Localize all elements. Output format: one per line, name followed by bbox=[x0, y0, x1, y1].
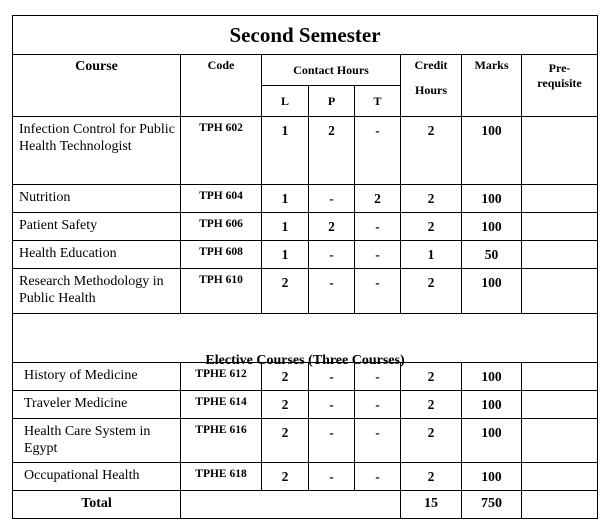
course-code: TPH 608 bbox=[181, 241, 262, 269]
total-prerequisite bbox=[522, 491, 598, 519]
header-contact-hours: Contact Hours bbox=[262, 55, 401, 86]
table-row bbox=[13, 241, 598, 269]
prerequisite bbox=[522, 185, 598, 213]
practical-hours: - bbox=[309, 391, 355, 419]
header-prerequisite bbox=[522, 55, 598, 117]
course-name: Patient Safety bbox=[13, 213, 181, 241]
credit-hours: 2 bbox=[401, 419, 462, 463]
marks: 50 bbox=[462, 241, 522, 269]
credit-hours: 2 bbox=[401, 117, 462, 185]
marks: 100 bbox=[462, 463, 522, 491]
header-code: Code bbox=[181, 55, 262, 117]
header-hours: Hours bbox=[414, 83, 447, 97]
practical-hours: - bbox=[309, 463, 355, 491]
marks: 100 bbox=[462, 185, 522, 213]
table-row bbox=[13, 269, 598, 314]
course-code: TPH 602 bbox=[181, 117, 262, 185]
prerequisite bbox=[522, 117, 598, 185]
practical-hours: - bbox=[309, 185, 355, 213]
total-marks: 750 bbox=[462, 491, 522, 519]
course-name: Occupational Health bbox=[13, 463, 181, 491]
header-marks: Marks bbox=[462, 55, 522, 117]
credit-hours: 2 bbox=[401, 463, 462, 491]
elective-heading-cell bbox=[13, 314, 598, 368]
marks: 100 bbox=[462, 419, 522, 463]
total-credit: 15 bbox=[401, 491, 462, 519]
practical-hours: - bbox=[309, 419, 355, 463]
credit-hours: 2 bbox=[401, 185, 462, 213]
lecture-hours: 2 bbox=[262, 419, 309, 463]
prerequisite bbox=[522, 419, 598, 463]
tutorial-hours: - bbox=[355, 391, 401, 419]
lecture-hours: 1 bbox=[262, 117, 309, 185]
total-row bbox=[13, 491, 598, 519]
header-t: T bbox=[355, 86, 401, 117]
practical-hours: - bbox=[309, 363, 355, 391]
tutorial-hours: - bbox=[355, 241, 401, 269]
table-row bbox=[13, 213, 598, 241]
credit-hours: 2 bbox=[401, 391, 462, 419]
credit-hours: 1 bbox=[401, 241, 462, 269]
prerequisite bbox=[522, 213, 598, 241]
marks: 100 bbox=[462, 117, 522, 185]
course-name: Health Care System in Egypt bbox=[13, 419, 181, 463]
practical-hours: 2 bbox=[309, 117, 355, 185]
header-credit: Credit bbox=[414, 58, 448, 72]
course-code: TPH 606 bbox=[181, 213, 262, 241]
lecture-hours: 1 bbox=[262, 241, 309, 269]
tutorial-hours: 2 bbox=[355, 185, 401, 213]
tutorial-hours: - bbox=[355, 363, 401, 391]
tutorial-hours: - bbox=[355, 419, 401, 463]
marks: 100 bbox=[462, 391, 522, 419]
practical-hours: - bbox=[309, 241, 355, 269]
course-name: Traveler Medicine bbox=[13, 391, 181, 419]
header-course: Course bbox=[13, 55, 181, 117]
lecture-hours: 1 bbox=[262, 185, 309, 213]
table-row bbox=[13, 391, 598, 419]
elective-heading: Elective Courses (Three Courses) bbox=[205, 353, 405, 368]
marks: 100 bbox=[462, 213, 522, 241]
lecture-hours: 1 bbox=[262, 213, 309, 241]
prerequisite bbox=[522, 241, 598, 269]
course-name: Health Education bbox=[13, 241, 181, 269]
credit-hours: 2 bbox=[401, 213, 462, 241]
practical-hours: - bbox=[309, 269, 355, 314]
credit-hours: 2 bbox=[401, 363, 462, 391]
elective-heading-row bbox=[13, 314, 598, 363]
prerequisite bbox=[522, 363, 598, 391]
course-code: TPHE 616 bbox=[181, 419, 262, 463]
course-code: TPHE 612 bbox=[181, 363, 262, 391]
total-label: Total bbox=[13, 491, 181, 519]
table-row bbox=[13, 117, 598, 185]
tutorial-hours: - bbox=[355, 213, 401, 241]
credit-hours: 2 bbox=[401, 269, 462, 314]
semester-table bbox=[12, 15, 598, 519]
marks: 100 bbox=[462, 269, 522, 314]
table-row bbox=[13, 463, 598, 491]
tutorial-hours: - bbox=[355, 269, 401, 314]
course-name: Nutrition bbox=[13, 185, 181, 213]
course-code: TPHE 618 bbox=[181, 463, 262, 491]
lecture-hours: 2 bbox=[262, 391, 309, 419]
course-name: Research Methodology in Public Health bbox=[13, 269, 181, 314]
header-p: P bbox=[309, 86, 355, 117]
lecture-hours: 2 bbox=[262, 463, 309, 491]
course-name: History of Medicine bbox=[13, 363, 181, 391]
lecture-hours: 2 bbox=[262, 363, 309, 391]
course-code: TPHE 614 bbox=[181, 391, 262, 419]
header-credit-hours bbox=[401, 55, 462, 117]
header-l: L bbox=[262, 86, 309, 117]
lecture-hours: 2 bbox=[262, 269, 309, 314]
total-code bbox=[181, 491, 401, 519]
table-row bbox=[13, 419, 598, 463]
course-name: Infection Control for Public Health Technologist bbox=[13, 117, 181, 185]
course-code: TPH 604 bbox=[181, 185, 262, 213]
prerequisite bbox=[522, 391, 598, 419]
prerequisite bbox=[522, 463, 598, 491]
header-requisite: requisite bbox=[537, 76, 582, 90]
header-pre: Pre- bbox=[548, 61, 571, 75]
course-code: TPH 610 bbox=[181, 269, 262, 314]
table-row bbox=[13, 185, 598, 213]
page-title: Second Semester bbox=[13, 16, 598, 55]
tutorial-hours: - bbox=[355, 463, 401, 491]
marks: 100 bbox=[462, 363, 522, 391]
tutorial-hours: - bbox=[355, 117, 401, 185]
prerequisite bbox=[522, 269, 598, 314]
practical-hours: 2 bbox=[309, 213, 355, 241]
